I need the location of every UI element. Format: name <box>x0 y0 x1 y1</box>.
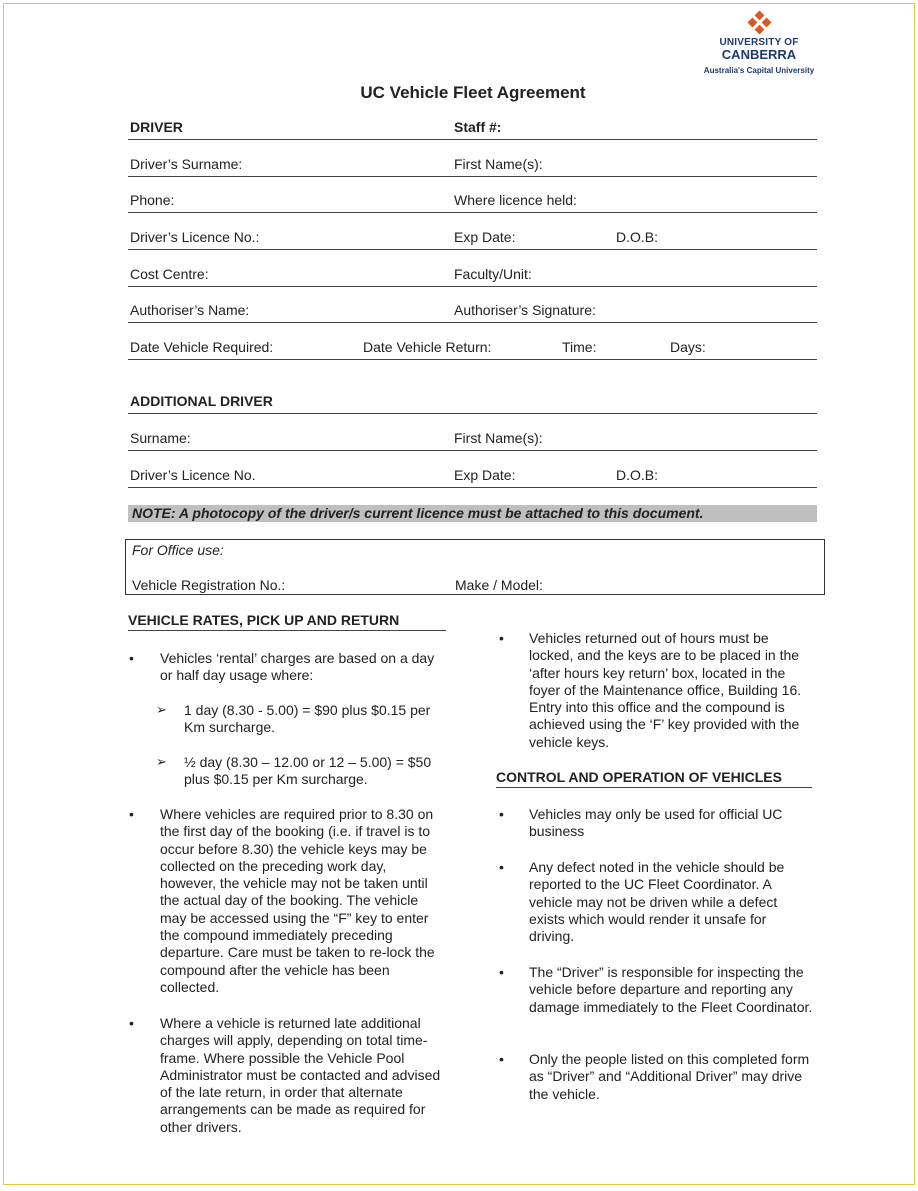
rates-heading: VEHICLE RATES, PICK UP AND RETURN <box>128 612 446 631</box>
additional-surname-row <box>128 428 817 451</box>
rates-bullet-1: Vehicles ‘rental’ charges are based on a day or half day usage where: <box>160 650 435 684</box>
logo-line2: CANBERRA <box>721 47 797 62</box>
rates-sub-1: 1 day (8.30 - 5.00) = $90 plus $0.15 per Km surcharge. <box>184 702 431 736</box>
licence-held-label: Where licence held: <box>454 192 577 208</box>
licence-note <box>128 505 817 522</box>
additional-licence-label: Driver’s Licence No. <box>130 467 256 483</box>
cost-centre-label: Cost Centre: <box>130 266 209 282</box>
office-use-heading: For Office use: <box>132 542 224 558</box>
after-hours-bullet: Vehicles returned out of hours must be locked, and the keys are to be placed in the ‘after hours key return’ box, located in the foyer of the Maintenance office, Building 16. Entry into this office and the compound is achieved using the ‘F’ key provided with the vehicle keys. <box>529 630 802 750</box>
additional-surname-label: Surname: <box>130 430 191 446</box>
bullet-icon: • <box>499 964 504 980</box>
logo-line1: UNIVERSITY OF <box>719 37 799 48</box>
document-page <box>3 3 915 1185</box>
control-bullet-2: Any defect noted in the vehicle should be reported to the UC Fleet Coordinator. A vehicle may not be driven while a defect exists which would render it unsafe for driving. <box>529 859 785 945</box>
rates-sub-2: ½ day (8.30 – 12.00 or 12 – 5.00) = $50 plus $0.15 per Km surcharge. <box>184 754 432 788</box>
registration-label: Vehicle Registration No.: <box>132 577 286 593</box>
control-bullet-1: Vehicles may only be used for official UC business <box>529 806 783 840</box>
exp-date-label: Exp Date: <box>454 229 516 245</box>
additional-exp-date-label: Exp Date: <box>454 467 516 483</box>
dates-row <box>128 337 817 360</box>
rates-bullet-3: Where a vehicle is returned late additional charges will apply, depending on total time-frame. Where possible the Vehicle Pool Administrator must be contacted and advised of the late return, in order that alternate arrangements can be made as required for other drivers. <box>160 1015 441 1135</box>
time-label: Time: <box>562 339 597 355</box>
authoriser-row <box>128 300 817 323</box>
bullet-icon: • <box>129 650 134 666</box>
note-text: NOTE: A photocopy of the driver/s current licence must be attached to this document. <box>132 505 704 521</box>
logo-tagline: Australia's Capital University <box>703 66 815 75</box>
phone-row <box>128 190 817 213</box>
arrow-bullet-icon: ➢ <box>156 702 167 717</box>
date-return-label: Date Vehicle Return: <box>363 339 492 355</box>
bullet-icon: • <box>499 806 504 822</box>
additional-first-names-label: First Name(s): <box>454 430 543 446</box>
staff-label: Staff #: <box>454 119 502 135</box>
driver-heading: DRIVER <box>130 119 183 135</box>
additional-dob-label: D.O.B: <box>616 467 659 483</box>
first-names-label: First Name(s): <box>454 156 543 172</box>
bullet-icon: • <box>129 806 134 822</box>
surname-label: Driver’s Surname: <box>130 156 243 172</box>
bullet-icon: • <box>129 1015 134 1031</box>
additional-licence-row <box>128 465 817 488</box>
cost-centre-row <box>128 264 817 287</box>
control-bullet-4: Only the people listed on this completed form as “Driver” and “Additional Driver” may drive the vehicle. <box>529 1051 810 1102</box>
document-title: UC Vehicle Fleet Agreement <box>360 83 586 102</box>
make-model-label: Make / Model: <box>455 577 543 593</box>
control-bullet-3: The “Driver” is responsible for inspecting the vehicle before departure and reporting any damage immediately to the Fleet Coordinator. <box>529 964 813 1015</box>
control-heading: CONTROL AND OPERATION OF VEHICLES <box>496 769 812 788</box>
dob-label: D.O.B: <box>616 229 659 245</box>
date-required-label: Date Vehicle Required: <box>130 339 274 355</box>
logo-diamond-icon <box>747 10 771 34</box>
bullet-icon: • <box>499 630 504 646</box>
licence-row <box>128 227 817 250</box>
arrow-bullet-icon: ➢ <box>156 754 167 769</box>
faculty-label: Faculty/Unit: <box>454 266 532 282</box>
driver-surname-row <box>128 154 817 177</box>
licence-no-label: Driver’s Licence No.: <box>130 229 260 245</box>
authoriser-name-label: Authoriser’s Name: <box>130 302 250 318</box>
authoriser-signature-label: Authoriser’s Signature: <box>454 302 596 318</box>
driver-header-row <box>128 117 817 140</box>
additional-header-row <box>128 391 817 414</box>
university-logo <box>698 14 820 75</box>
rates-bullet-2: Where vehicles are required prior to 8.30 on the first day of the booking (i.e. if travel is to occur before 8.30) the vehicle keys may be collected on the preceding work day, however, the vehicle may not be taken until the actual day of the booking. The vehicle may be accessed using the “F” key to enter the compound immediately preceding departure. Care must be taken to re-lock the compound after the vehicle has been collected. <box>160 806 435 995</box>
phone-label: Phone: <box>130 192 175 208</box>
bullet-icon: • <box>499 859 504 875</box>
days-label: Days: <box>670 339 706 355</box>
additional-heading: ADDITIONAL DRIVER <box>130 393 273 409</box>
office-use-box <box>125 539 825 595</box>
bullet-icon: • <box>499 1051 504 1067</box>
